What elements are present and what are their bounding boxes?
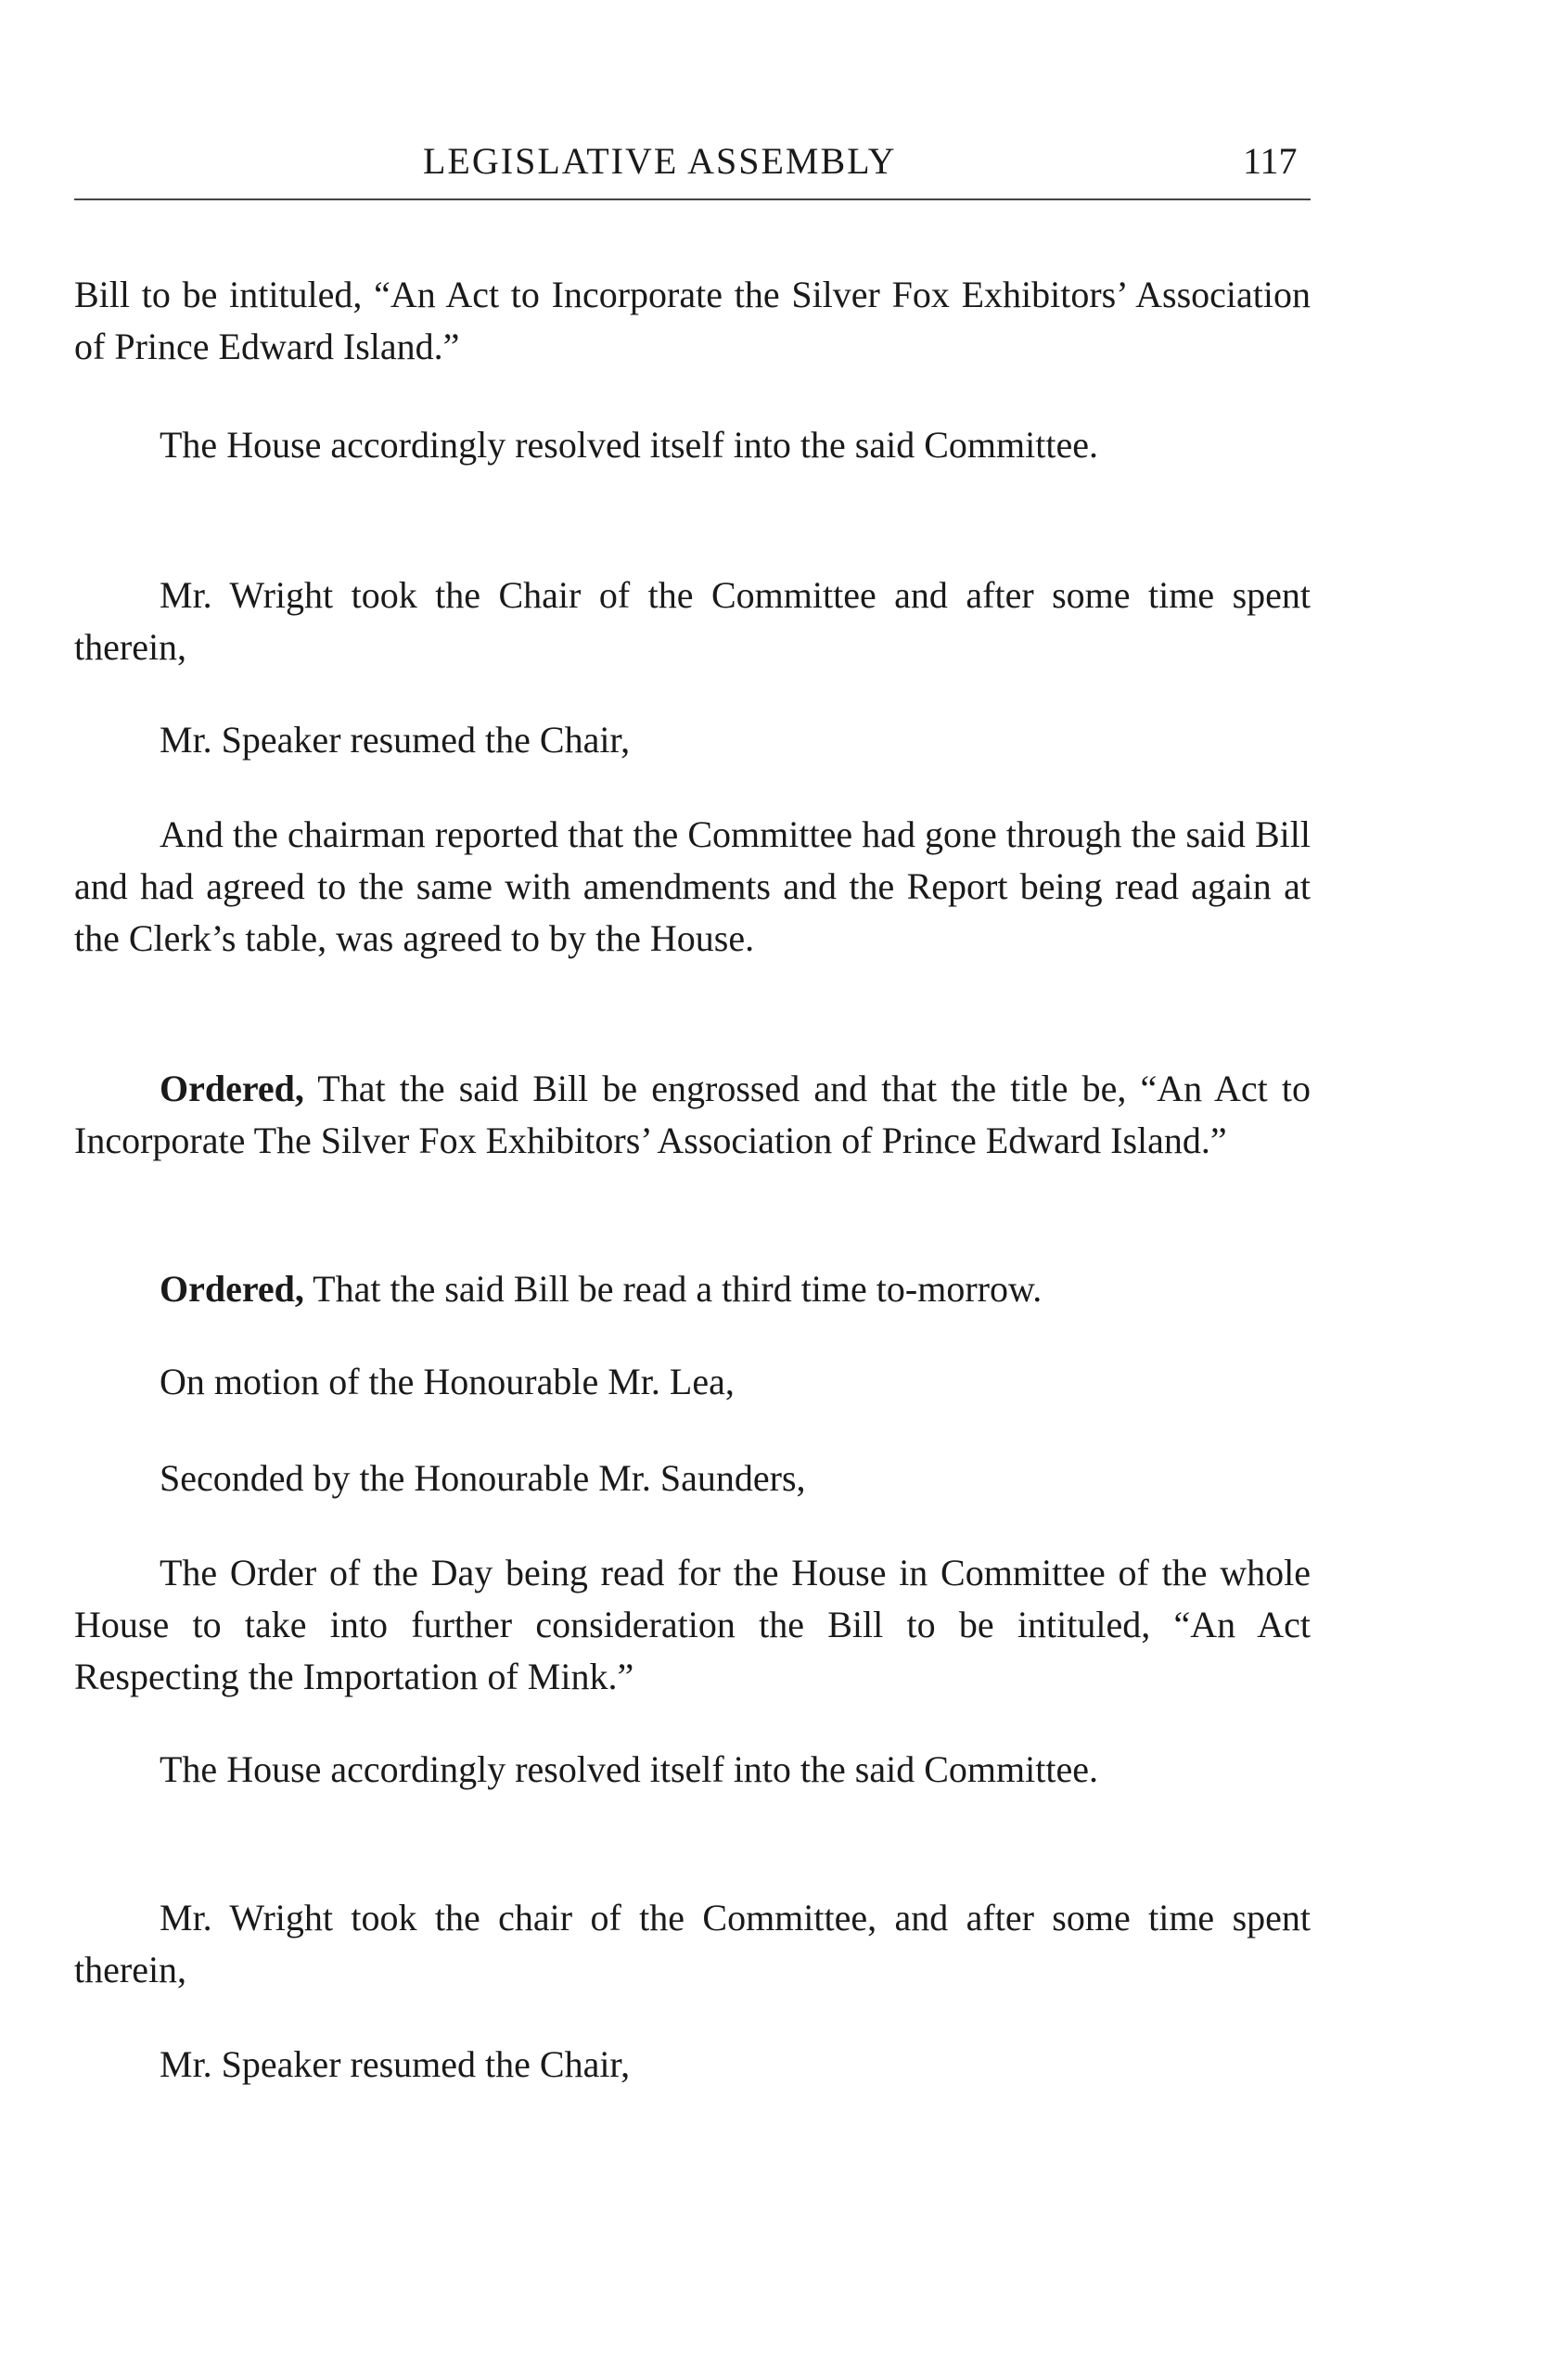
paragraph-order-of-day: The Order of the Day being read for the House in Committee of the whole House to take into further consideration the Bill to be intituled, “An Act Respecting the Importation of Mink.” bbox=[74, 1552, 1311, 1697]
ordered-label: Ordered, bbox=[160, 1268, 304, 1310]
running-header-title: LEGISLATIVE ASSEMBLY bbox=[423, 140, 897, 182]
paragraph-house-resolved-2: The House accordingly resolved itself into the said Committee. bbox=[160, 1748, 1098, 1790]
page-number: 117 bbox=[1243, 140, 1298, 182]
paragraph-speaker-resumed: Mr. Speaker resumed the Chair, bbox=[160, 719, 631, 761]
paragraph-seconded: Seconded by the Honourable Mr. Saunders, bbox=[160, 1457, 806, 1499]
paragraph-wright-chair-2: Mr. Wright took the chair of the Committee, and after some time spent therein, bbox=[74, 1897, 1311, 1990]
ordered-text: That the said Bill be read a third time to-morrow. bbox=[303, 1268, 1043, 1310]
ordered-label: Ordered, bbox=[160, 1068, 304, 1109]
paragraph-chairman-reported: And the chairman reported that the Committee had gone through the said Bill and had agreed to the same with amendments and the Report being read again at the Clerk’s table, was agreed to by the House. bbox=[74, 813, 1311, 959]
ordered-text: That the said Bill be engrossed and that the title be, “An Act to Incorporate The Silver Fox Exhibitors’ Association of Prince Edward Island.” bbox=[74, 1068, 1311, 1161]
paragraph-speaker-resumed-2: Mr. Speaker resumed the Chair, bbox=[160, 2043, 631, 2085]
paragraph-ordered-engrossed bbox=[74, 1063, 1311, 1167]
paragraph-ordered-third-reading bbox=[74, 1263, 1311, 1315]
paragraph-wright-chair: Mr. Wright took the Chair of the Committee and after some time spent therein, bbox=[74, 574, 1311, 668]
paragraph-motion: On motion of the Honourable Mr. Lea, bbox=[160, 1361, 735, 1402]
paragraph-house-resolved: The House accordingly resolved itself into the said Committee. bbox=[160, 424, 1098, 466]
paragraph-bill-title: Bill to be intituled, “An Act to Incorporate the Silver Fox Exhibitors’ Association of Prince Edward Island.” bbox=[74, 274, 1311, 367]
header-rule bbox=[74, 198, 1311, 200]
